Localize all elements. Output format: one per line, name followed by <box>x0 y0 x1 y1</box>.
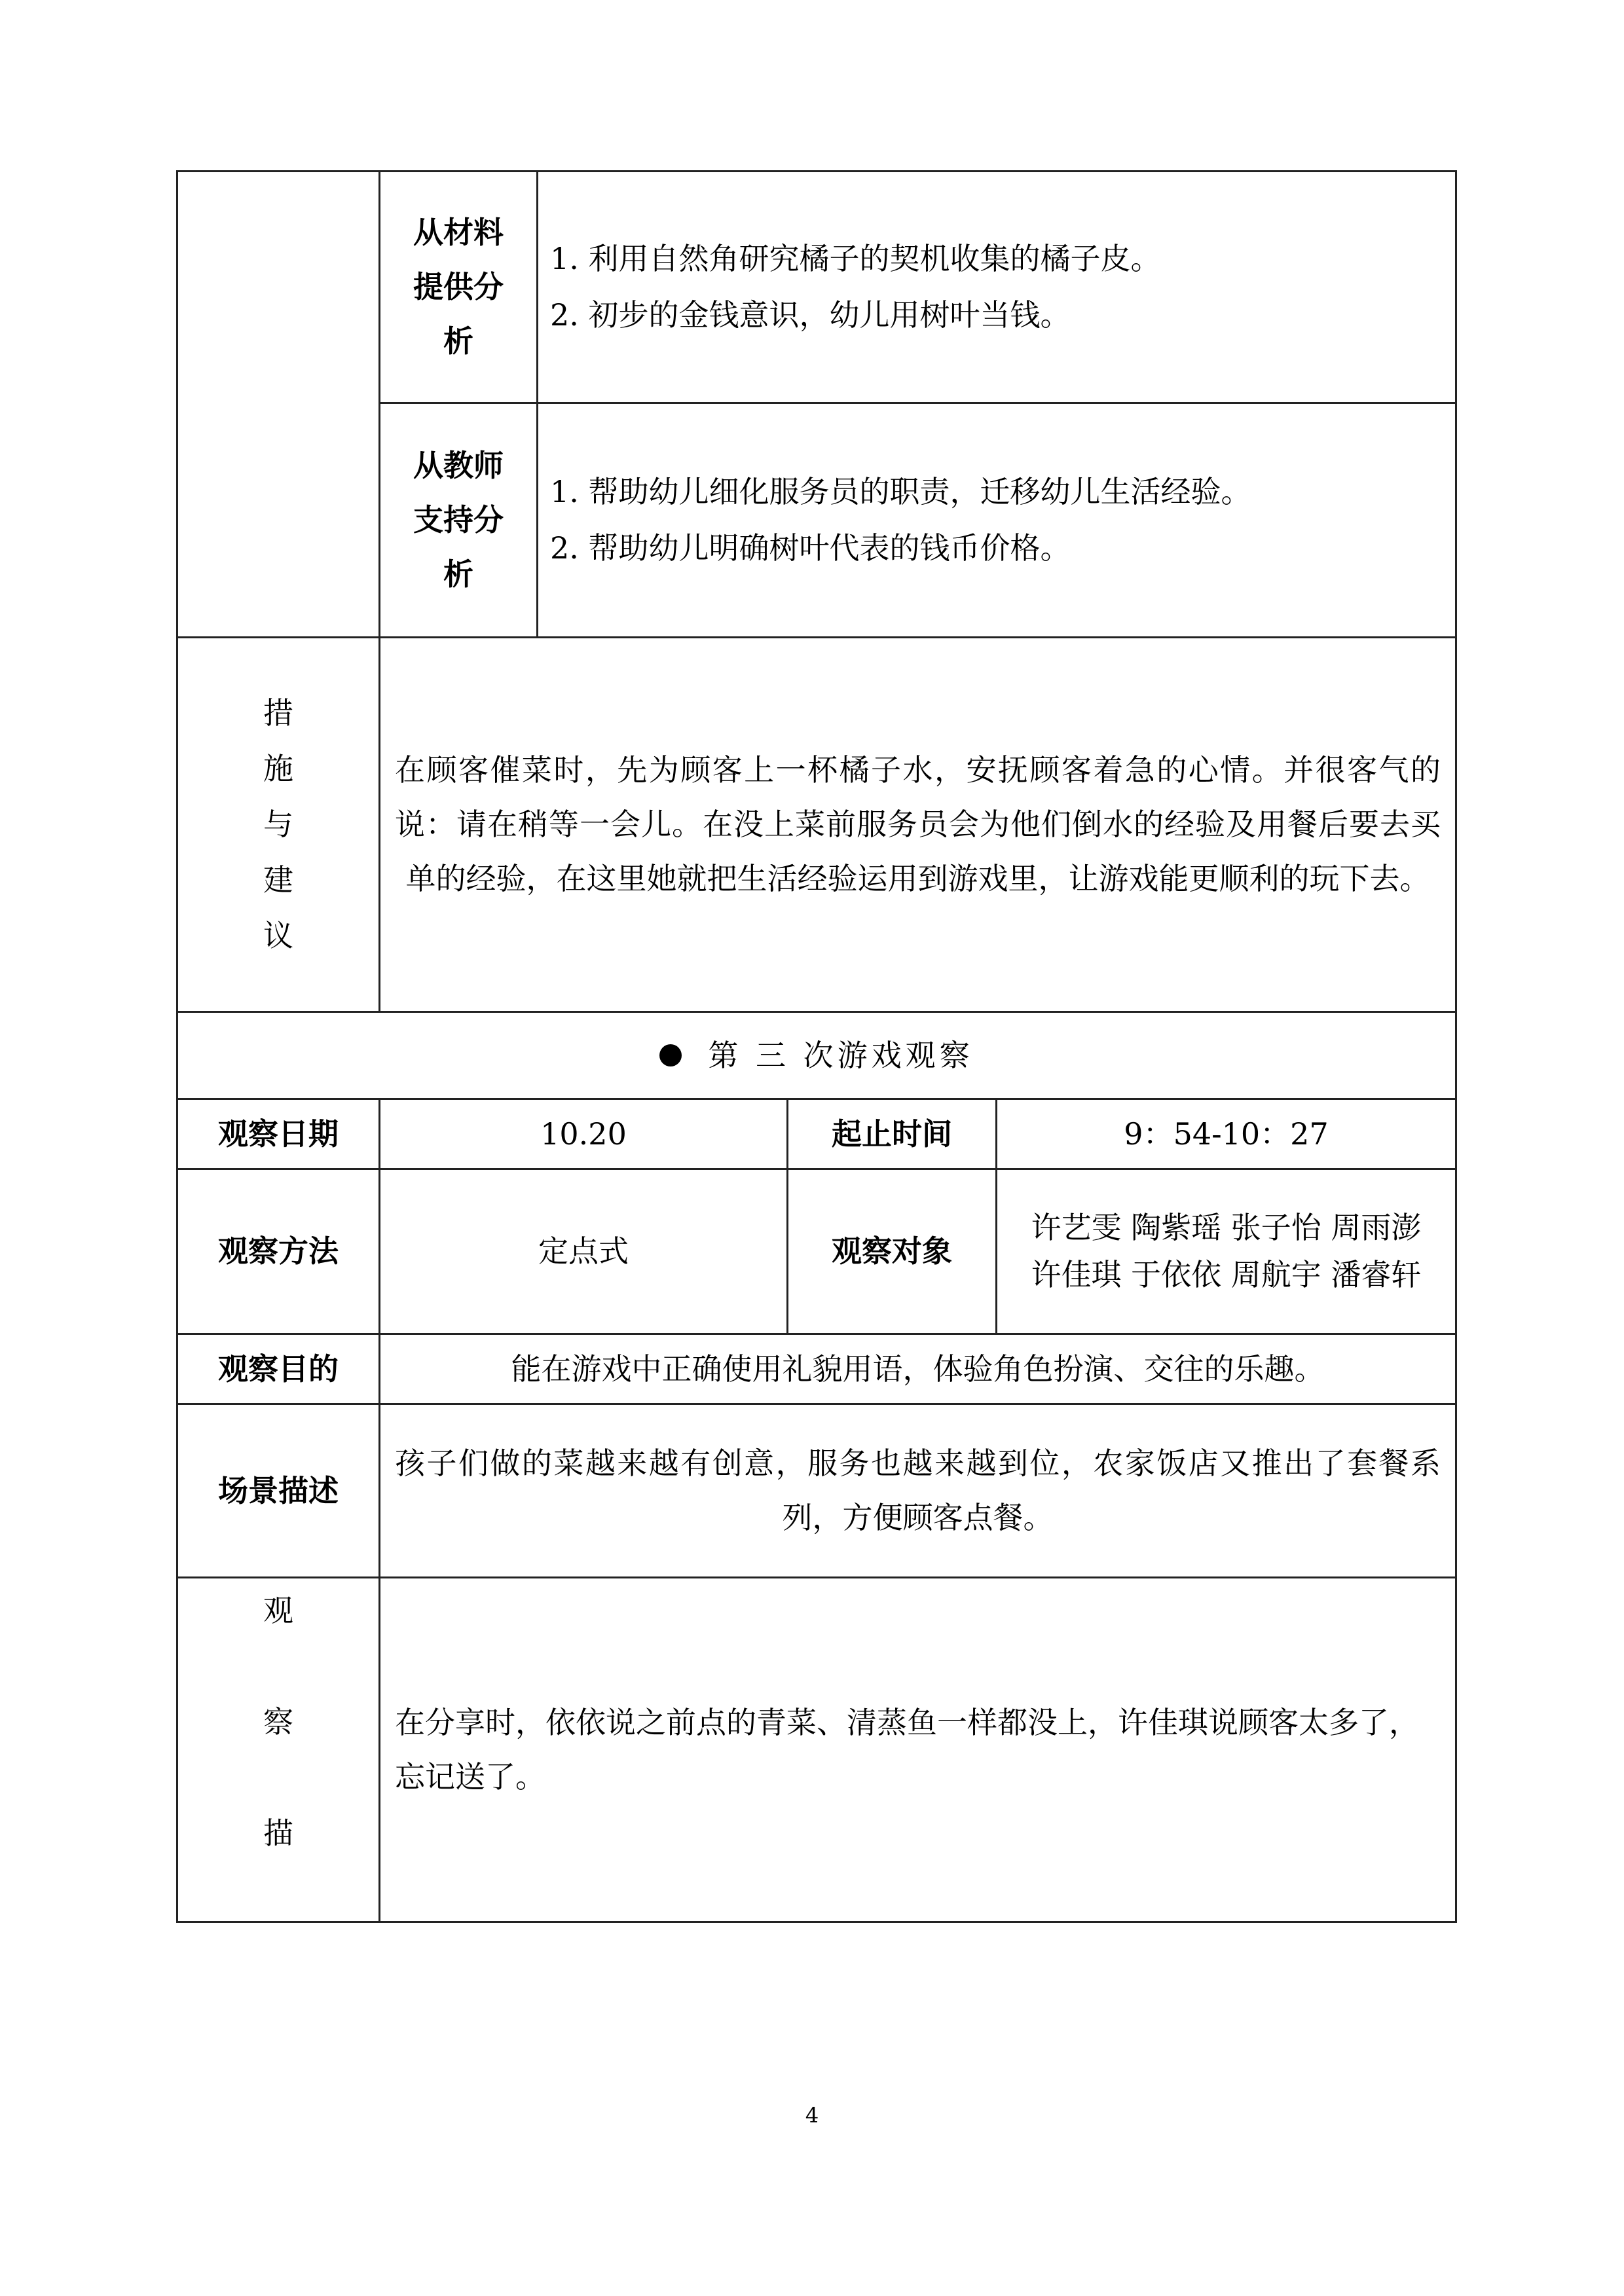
measures-label-char-5: 议 <box>263 918 293 954</box>
time-value: 9：54-10：27 <box>997 1099 1456 1169</box>
method-target-row <box>177 1169 1456 1334</box>
page-number: 4 <box>805 2103 819 2128</box>
measures-text: 在顾客催菜时，先为顾客上一杯橘子水，安抚顾客着急的心情。并很客气的说：请在稍等一会儿。在没上菜前服务员会为他们倒水的经验及用餐后要去买单的经验，在这里她就把生活经验运用到游戏里，让游戏能更顺利的玩下去。 <box>380 638 1456 1012</box>
target-value: 许艺雯 陶紫瑶 张子怡 周雨澎 许佳琪 于依依 周航宇 潘睿轩 <box>997 1169 1456 1334</box>
material-analysis-label-text: 从材料提供分析 <box>413 215 504 359</box>
target-label: 观察对象 <box>788 1169 997 1334</box>
observation-row <box>177 1578 1456 1922</box>
bullet-icon <box>659 1044 682 1066</box>
section-title-cell <box>177 1012 1456 1099</box>
measures-label-char-2: 施 <box>263 750 293 786</box>
measures-label-char-4: 建 <box>263 862 293 898</box>
scene-row <box>177 1404 1456 1578</box>
material-analysis-label <box>380 172 538 403</box>
section-title: 第 三 次游戏观察 <box>708 1037 974 1073</box>
material-analysis-content <box>538 172 1456 403</box>
teacher-analysis-content <box>538 403 1456 638</box>
method-value: 定点式 <box>380 1169 788 1334</box>
teacher-analysis-label-text: 从教师支持分析 <box>413 448 504 592</box>
date-time-row <box>177 1099 1456 1169</box>
date-label: 观察日期 <box>177 1099 380 1169</box>
measures-label-char-3: 与 <box>263 806 293 842</box>
analysis-blank-cell <box>177 172 380 638</box>
material-item-1: 1. 利用自然角研究橘子的契机收集的橘子皮。 <box>550 241 1161 277</box>
observation-label-char-2: 察 <box>263 1704 293 1740</box>
observation-value: 在分享时，依依说之前点的青菜、清蒸鱼一样都没上，许佳琪说顾客太多了，忘记送了。 <box>380 1578 1456 1922</box>
date-value: 10.20 <box>380 1099 788 1169</box>
purpose-row <box>177 1334 1456 1404</box>
purpose-value: 能在游戏中正确使用礼貌用语，体验角色扮演、交往的乐趣。 <box>380 1334 1456 1404</box>
teacher-item-1: 1. 帮助幼儿细化服务员的职责，迁移幼儿生活经验。 <box>550 474 1251 510</box>
measures-label-char-1: 措 <box>263 695 293 731</box>
teacher-analysis-label <box>380 403 538 638</box>
method-label: 观察方法 <box>177 1169 380 1334</box>
material-item-2: 2. 初步的金钱意识，幼儿用树叶当钱。 <box>550 297 1071 333</box>
measures-row <box>177 638 1456 1012</box>
observation-label-char-3: 描 <box>263 1815 293 1851</box>
purpose-label: 观察目的 <box>177 1334 380 1404</box>
teacher-item-2: 2. 帮助幼儿明确树叶代表的钱币价格。 <box>550 530 1071 566</box>
section-title-row <box>177 1012 1456 1099</box>
observation-label-char-1: 观 <box>263 1593 293 1628</box>
measures-label <box>177 638 380 1012</box>
time-label: 起止时间 <box>788 1099 997 1169</box>
observation-table <box>176 170 1457 1923</box>
observation-label <box>177 1578 380 1922</box>
scene-label: 场景描述 <box>177 1404 380 1578</box>
material-analysis-row <box>177 172 1456 403</box>
scene-value: 孩子们做的菜越来越有创意，服务也越来越到位，农家饭店又推出了套餐系列，方便顾客点餐。 <box>380 1404 1456 1578</box>
